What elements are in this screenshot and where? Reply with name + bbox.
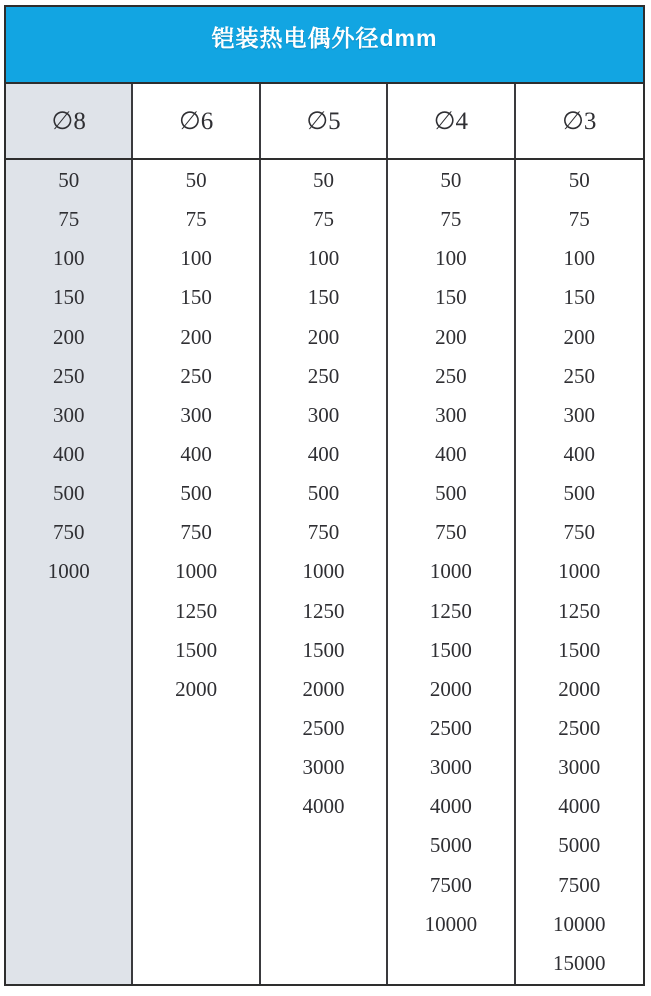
table-header-row <box>6 84 643 160</box>
length-value: 150 <box>52 285 85 310</box>
length-value: 500 <box>563 481 596 506</box>
length-value: 300 <box>563 402 596 427</box>
length-value: 150 <box>180 285 212 310</box>
length-value: 5000 <box>558 833 601 858</box>
length-value: 500 <box>180 481 212 506</box>
length-value: 200 <box>435 324 467 349</box>
column-values-1 <box>6 160 133 984</box>
length-value: 300 <box>52 402 85 427</box>
length-value: 150 <box>563 285 596 310</box>
length-value: 250 <box>563 363 596 388</box>
length-value: 1000 <box>558 559 601 584</box>
length-value: 250 <box>307 363 340 388</box>
column-header-4 <box>388 84 515 158</box>
column-header-1 <box>6 84 133 158</box>
length-value: 2000 <box>175 676 218 701</box>
length-value: 50 <box>440 168 462 193</box>
column-values-4 <box>388 160 515 984</box>
length-value: 4000 <box>429 794 472 819</box>
length-value: 400 <box>563 442 596 467</box>
length-value: 150 <box>435 285 467 310</box>
column-header-2 <box>133 84 260 158</box>
length-value: 50 <box>568 168 590 193</box>
length-value: 50 <box>185 168 207 193</box>
length-value: 3000 <box>429 755 472 780</box>
length-value: 100 <box>563 246 596 271</box>
length-value: 2000 <box>302 676 345 701</box>
length-value: 7500 <box>558 872 601 897</box>
length-value: 300 <box>307 402 340 427</box>
length-value: 75 <box>568 207 590 232</box>
length-value: 50 <box>312 168 334 193</box>
table-body-row <box>6 160 643 984</box>
length-value: 4000 <box>558 794 601 819</box>
length-value: 2000 <box>558 676 601 701</box>
length-value: 10000 <box>424 911 478 936</box>
length-value: 750 <box>307 520 340 545</box>
length-value: 75 <box>58 207 80 232</box>
length-value: 400 <box>52 442 85 467</box>
length-value: 1250 <box>429 598 472 623</box>
table-title: 铠装热电偶外径dmm <box>211 25 438 51</box>
length-value: 75 <box>185 207 207 232</box>
length-value: 400 <box>180 442 212 467</box>
length-value: 200 <box>307 324 340 349</box>
length-value: 200 <box>180 324 212 349</box>
length-value: 300 <box>435 402 467 427</box>
length-value: 75 <box>440 207 462 232</box>
length-value: 1000 <box>302 559 345 584</box>
length-value: 2500 <box>302 716 345 741</box>
length-value: 1000 <box>47 559 90 584</box>
length-value: 2500 <box>429 716 472 741</box>
length-value: 1500 <box>558 637 601 662</box>
length-value: 750 <box>52 520 85 545</box>
length-value: 250 <box>435 363 467 388</box>
column-values-5 <box>516 160 643 984</box>
length-value: 3000 <box>558 755 601 780</box>
length-value: 100 <box>435 246 467 271</box>
column-header-label: ∅8 <box>51 108 86 135</box>
length-value: 10000 <box>553 911 606 936</box>
length-value: 400 <box>435 442 467 467</box>
length-value: 1500 <box>429 637 472 662</box>
table-title-bar <box>6 7 643 84</box>
length-value: 300 <box>180 402 212 427</box>
length-value: 1250 <box>175 598 218 623</box>
length-value: 750 <box>180 520 212 545</box>
length-value: 500 <box>435 481 467 506</box>
column-header-label: ∅3 <box>562 108 597 135</box>
length-value: 2000 <box>429 676 472 701</box>
length-value: 1500 <box>302 637 345 662</box>
length-value: 150 <box>307 285 340 310</box>
length-value: 1000 <box>429 559 472 584</box>
length-value: 1250 <box>558 598 601 623</box>
length-value: 7500 <box>429 872 472 897</box>
length-value: 75 <box>312 207 334 232</box>
length-value: 200 <box>563 324 596 349</box>
length-value: 250 <box>52 363 85 388</box>
length-value: 2500 <box>558 716 601 741</box>
column-header-label: ∅5 <box>306 108 341 135</box>
thermocouple-diameter-table <box>4 5 645 986</box>
column-header-label: ∅4 <box>433 108 469 135</box>
length-value: 1250 <box>302 598 345 623</box>
column-header-5 <box>516 84 643 158</box>
length-value: 3000 <box>302 755 345 780</box>
column-header-3 <box>261 84 388 158</box>
column-header-label: ∅6 <box>178 108 214 135</box>
length-value: 100 <box>180 246 212 271</box>
length-value: 200 <box>52 324 85 349</box>
length-value: 15000 <box>553 950 606 975</box>
length-value: 50 <box>58 168 80 193</box>
length-value: 750 <box>563 520 596 545</box>
length-value: 5000 <box>429 833 472 858</box>
length-value: 500 <box>52 481 85 506</box>
length-value: 1000 <box>175 559 218 584</box>
length-value: 750 <box>435 520 467 545</box>
column-values-2 <box>133 160 260 984</box>
length-value: 100 <box>52 246 85 271</box>
column-values-3 <box>261 160 388 984</box>
length-value: 100 <box>307 246 340 271</box>
length-value: 400 <box>307 442 340 467</box>
length-value: 250 <box>180 363 212 388</box>
length-value: 500 <box>307 481 340 506</box>
length-value: 1500 <box>175 637 218 662</box>
length-value: 4000 <box>302 794 345 819</box>
